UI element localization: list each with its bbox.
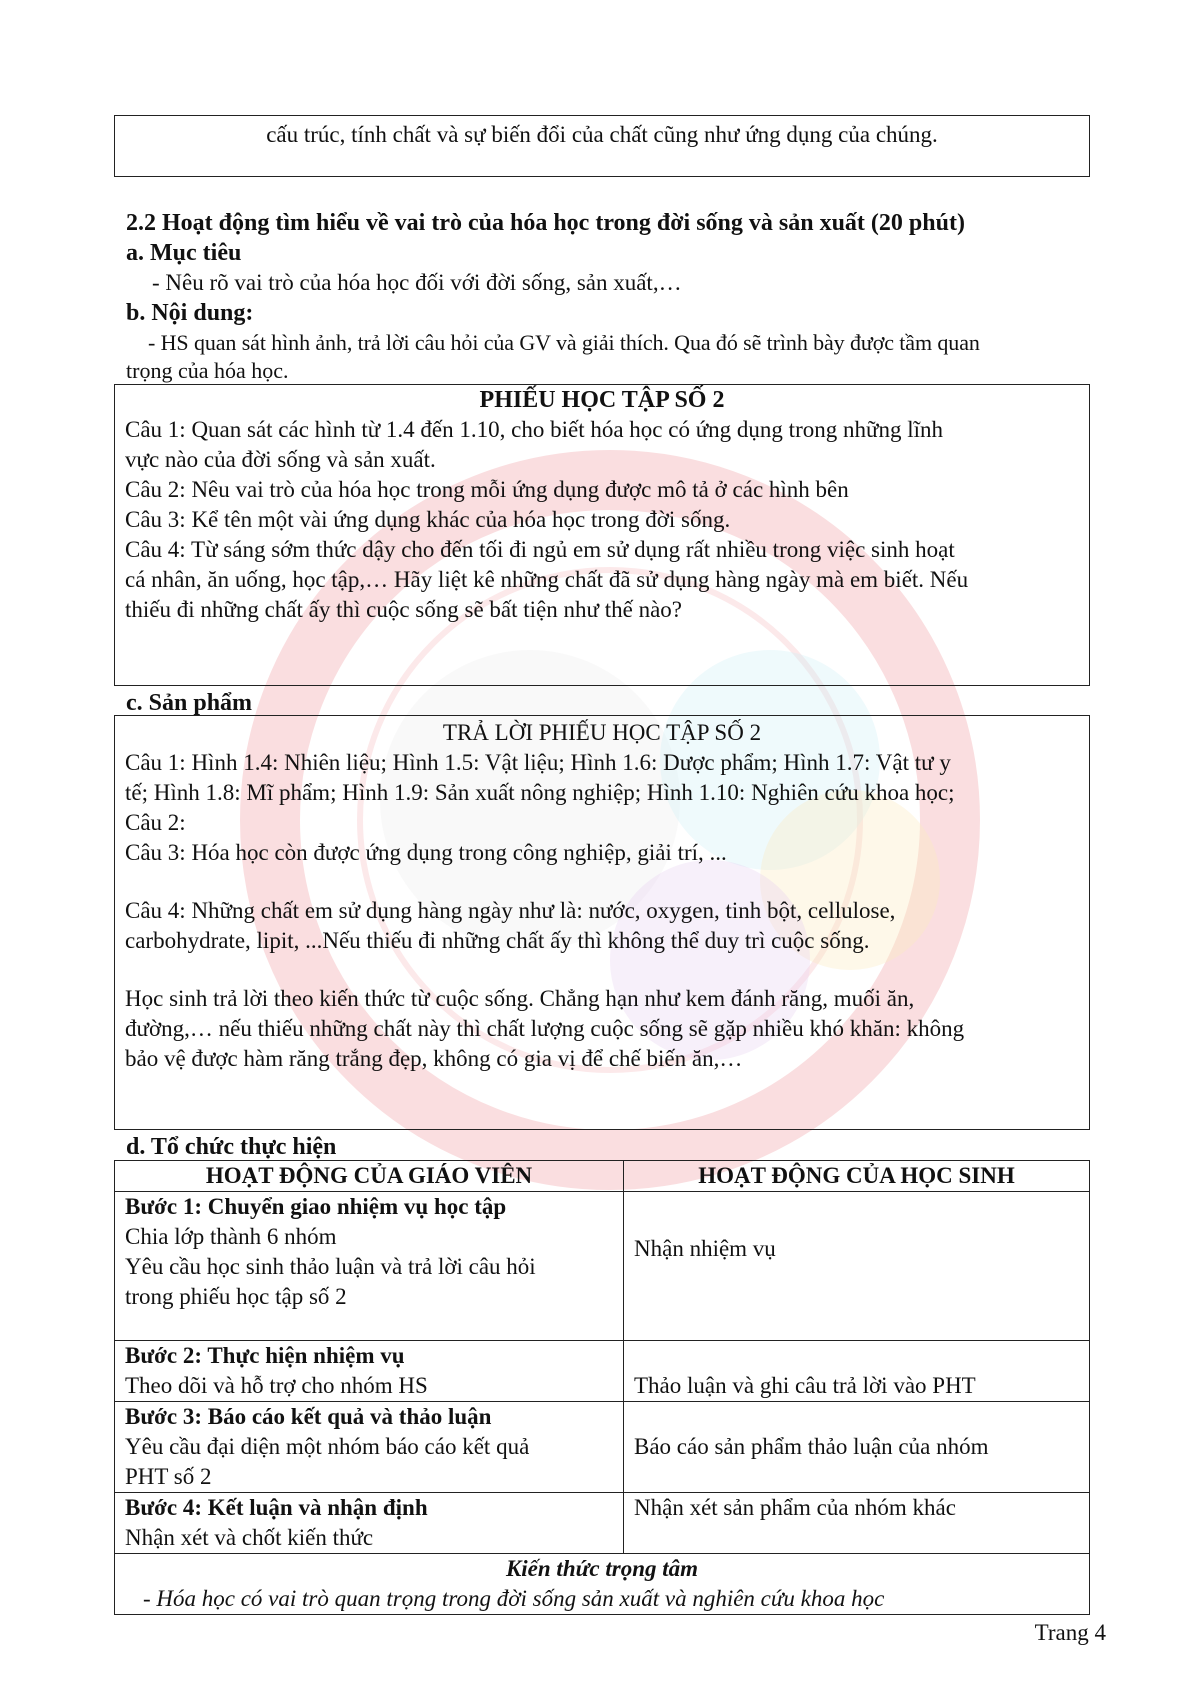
knowledge-text: - Hóa học có vai trò quan trọng trong đời sống sản xuất và nghiên cứu khoa học	[143, 1586, 885, 1611]
worksheet-box	[114, 384, 1090, 686]
page-number: Trang 4	[1034, 1620, 1106, 1645]
worksheet-line: thiếu đi những chất ấy thì cuộc sống sẽ bất tiện như thế nào?	[125, 597, 682, 622]
student-text: Báo cáo sản phẩm thảo luận của nhóm	[634, 1434, 989, 1459]
organization-label: d. Tổ chức thực hiện	[126, 1134, 337, 1160]
teacher-text: Theo dõi và hỗ trợ cho nhóm HS	[125, 1373, 428, 1398]
step-title: Bước 2: Thực hiện nhiệm vụ	[125, 1343, 405, 1368]
knowledge-row	[115, 1554, 1090, 1615]
answer-line: bảo vệ được hàm răng trắng đẹp, không có gia vị để chế biến ăn,…	[125, 1046, 743, 1071]
worksheet-line: cá nhân, ăn uống, học tập,… Hãy liệt kê những chất đã sử dụng hàng ngày mà em biết. Nếu	[125, 567, 969, 592]
teacher-cell	[115, 1402, 624, 1493]
table-row	[115, 1402, 1090, 1493]
content-label: b. Nội dung:	[126, 300, 254, 326]
product-label: c. Sản phẩm	[126, 690, 253, 716]
student-text: Thảo luận và ghi câu trả lời vào PHT	[634, 1373, 976, 1398]
knowledge-cell	[115, 1554, 1090, 1615]
teacher-text: trong phiếu học tập số 2	[125, 1284, 347, 1309]
table-row	[115, 1341, 1090, 1402]
worksheet-line: Câu 3: Kể tên một vài ứng dụng khác của hóa học trong đời sống.	[125, 507, 731, 532]
worksheet-line: Câu 4: Từ sáng sớm thức dậy cho đến tối đi ngủ em sử dụng rất nhiều trong việc sinh hoạt	[125, 537, 955, 562]
teacher-cell	[115, 1192, 624, 1341]
intro-box	[114, 115, 1090, 177]
answer-line: Câu 4: Những chất em sử dụng hàng ngày như là: nước, oxygen, tinh bột, cellulose,	[125, 898, 896, 923]
teacher-text: Chia lớp thành 6 nhóm	[125, 1224, 337, 1249]
answers-title: TRẢ LỜI PHIẾU HỌC TẬP SỐ 2	[442, 720, 762, 745]
content-text-2: trọng của hóa học.	[126, 358, 289, 383]
intro-text: cấu trúc, tính chất và sự biến đổi của chất cũng như ứng dụng của chúng.	[266, 122, 938, 147]
teacher-text: Nhận xét và chốt kiến thức	[125, 1525, 374, 1550]
student-cell	[624, 1402, 1090, 1493]
answer-line: Câu 2:	[125, 810, 186, 835]
answer-line: Câu 1: Hình 1.4: Nhiên liệu; Hình 1.5: Vật liệu; Hình 1.6: Dược phẩm; Hình 1.7: Vật tư y	[125, 750, 951, 775]
answer-line: tế; Hình 1.8: Mĩ phẩm; Hình 1.9: Sản xuất nông nghiệp; Hình 1.10: Nghiên cứu khoa học;	[125, 780, 955, 805]
teacher-column-header: HOẠT ĐỘNG CỦA GIÁO VIÊN	[115, 1161, 624, 1192]
step-title: Bước 3: Báo cáo kết quả và thảo luận	[125, 1404, 492, 1429]
teacher-cell	[115, 1493, 624, 1554]
student-text: Nhận nhiệm vụ	[634, 1236, 776, 1261]
table-header-row	[115, 1161, 1090, 1192]
content-text-1: - HS quan sát hình ảnh, trả lời câu hỏi của GV và giải thích. Qua đó sẽ trình bày được tầm quan	[148, 330, 980, 355]
activity-table	[114, 1160, 1090, 1615]
answer-line: đường,… nếu thiếu những chất này thì chất lượng cuộc sống sẽ gặp nhiều khó khăn: không	[125, 1016, 965, 1041]
student-cell	[624, 1493, 1090, 1554]
worksheet-line: Câu 1: Quan sát các hình từ 1.4 đến 1.10, cho biết hóa học có ứng dụng trong những lĩnh	[125, 417, 943, 442]
table-row	[115, 1493, 1090, 1554]
answer-line: Câu 3: Hóa học còn được ứng dụng trong công nghiệp, giải trí, ...	[125, 840, 727, 865]
student-column-header: HOẠT ĐỘNG CỦA HỌC SINH	[624, 1161, 1090, 1192]
answer-line: Học sinh trả lời theo kiến thức từ cuộc sống. Chẳng hạn như kem đánh răng, muối ăn,	[125, 986, 915, 1011]
knowledge-title: Kiến thức trọng tâm	[505, 1556, 699, 1581]
worksheet-line: vực nào của đời sống và sản xuất.	[125, 447, 436, 472]
teacher-text: Yêu cầu học sinh thảo luận và trả lời câu hỏi	[125, 1254, 536, 1279]
teacher-text: Yêu cầu đại diện một nhóm báo cáo kết quả	[125, 1434, 530, 1459]
step-title: Bước 1: Chuyển giao nhiệm vụ học tập	[125, 1194, 507, 1219]
objective-text: - Nêu rõ vai trò của hóa học đối với đời sống, sản xuất,…	[152, 270, 682, 295]
objective-label: a. Mục tiêu	[126, 240, 242, 266]
worksheet-title: PHIẾU HỌC TẬP SỐ 2	[479, 387, 725, 413]
answer-line: carbohydrate, lipit, ...Nếu thiếu đi những chất ấy thì không thể duy trì cuộc sống.	[125, 928, 870, 953]
teacher-text: PHT số 2	[125, 1464, 212, 1489]
student-cell	[624, 1192, 1090, 1341]
section-heading: 2.2 Hoạt động tìm hiểu về vai trò của hóa học trong đời sống và sản xuất (20 phút)	[126, 210, 965, 236]
table-row	[115, 1192, 1090, 1341]
answers-box	[114, 715, 1090, 1130]
student-text: Nhận xét sản phẩm của nhóm khác	[634, 1495, 956, 1520]
step-title: Bước 4: Kết luận và nhận định	[125, 1495, 428, 1520]
teacher-cell	[115, 1341, 624, 1402]
worksheet-line: Câu 2: Nêu vai trò của hóa học trong mỗi ứng dụng được mô tả ở các hình bên	[125, 477, 849, 502]
student-cell	[624, 1341, 1090, 1402]
